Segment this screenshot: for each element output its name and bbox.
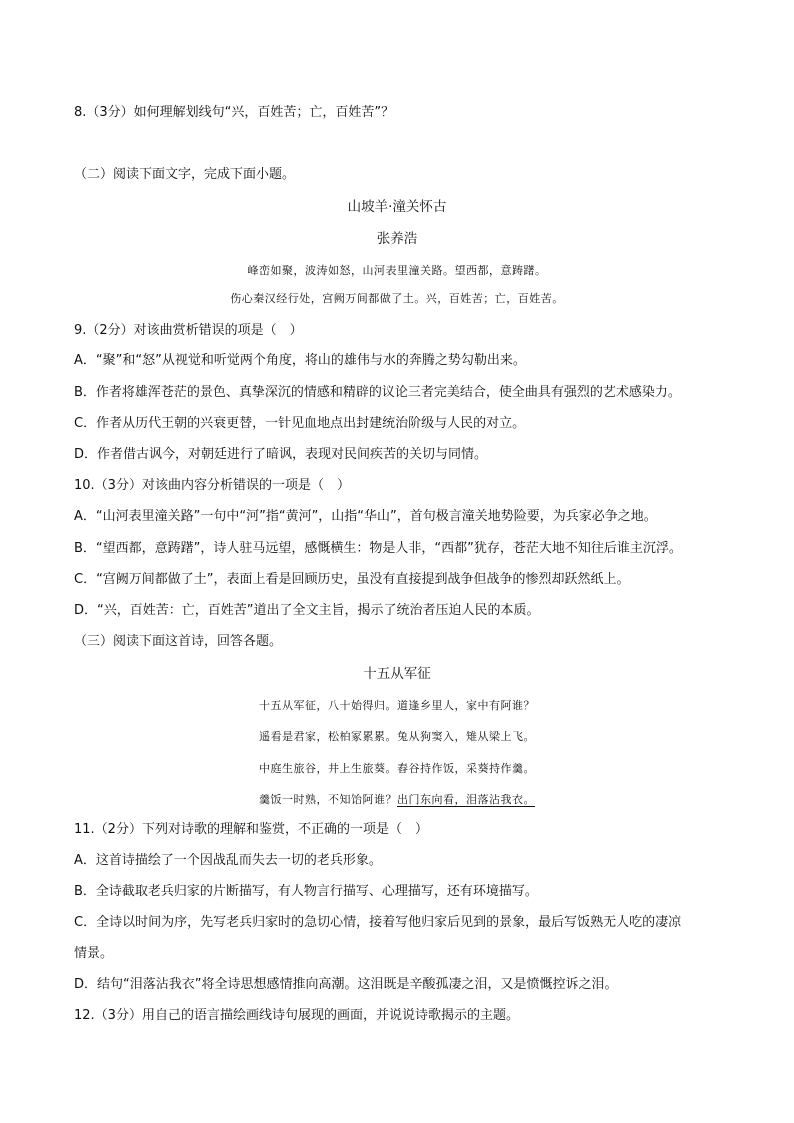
poem-last-line	[0, 791, 794, 809]
question-10-option-c: C．“宫阙万间都做了土”，表面上看是回顾历史，虽没有直接提到战争但战争的惨烈却跃然纸上。	[74, 572, 630, 587]
question-8: 8.（3分）如何理解划线句“兴，百姓苦；亡，百姓苦”？	[74, 105, 395, 120]
question-9-option-a: A．“聚”和“怒”从视觉和听觉两个角度，将山的雄伟与水的奔腾之势勾勒出来。	[74, 353, 526, 368]
underlined-poem-line: 出门东向看，泪落沾我衣。	[397, 793, 535, 806]
section-2-intro: （二）阅读下面文字，完成下面小题。	[74, 167, 296, 182]
question-10-option-b: B．“望西都，意踌躇”，诗人驻马远望，感慨横生：物是人非，“西都”犹存，苍茫大地不知往后谁主沉浮。	[74, 541, 682, 556]
question-11-option-a: A．这首诗描绘了一个因战乱而失去一切的老兵形象。	[74, 853, 382, 868]
poem-title-shanpoyang: 山坡羊·潼关怀古	[347, 199, 447, 215]
poem-line: 峰峦如聚，波涛如怒，山河表里潼关路。望西都，意踌躇。	[247, 264, 547, 277]
question-11-option-c-cont: 情景。	[74, 946, 114, 961]
question-10-option-a: A．“山河表里潼关路”一句中“河”指“黄河”，山指“华山”，首句极言潼关地势险要，为兵家必争之地。	[74, 509, 657, 524]
poem-line: 中庭生旅谷，井上生旅葵。舂谷持作饭，采葵持作羹。	[259, 762, 535, 775]
question-10-stem: 10.（3分）对该曲内容分析错误的一项是（ ）	[74, 478, 350, 493]
poem-line: 遥看是君家，松柏冢累累。兔从狗窦入，雉从梁上飞。	[259, 730, 535, 743]
question-9-option-d: D．作者借古讽今，对朝廷进行了暗讽，表现对民间疾苦的关切与同情。	[74, 447, 488, 462]
poem-line: 伤心秦汉经行处，宫阙万间都做了土。兴，百姓苦；亡，百姓苦。	[230, 292, 564, 305]
question-9-option-b: B．作者将雄浑苍茫的景色、真挚深沉的情感和精辟的议论三者完美结合，使全曲具有强烈的艺术感染力。	[74, 385, 681, 400]
question-9-stem: 9.（2分）对该曲赏析错误的项是（ ）	[74, 323, 303, 338]
question-12: 12.（3分）用自己的语言描绘画线诗句展现的画面，并说说诗歌揭示的主题。	[74, 1008, 519, 1023]
section-3-intro: （三）阅读下面这首诗，回答各题。	[74, 634, 283, 649]
poem-line-part: 羹饭一时熟，不知饴阿谁？	[259, 793, 397, 806]
poem-author: 张养浩	[376, 231, 418, 247]
poem-title-shiwu: 十五从军征	[363, 666, 431, 682]
question-10-option-d: D．“兴，百姓苦：亡，百姓苦”道出了全文主旨，揭示了统治者压迫人民的本质。	[74, 603, 540, 618]
question-11-option-d: D．结句“泪落沾我衣”将全诗思想感情推向高潮。这泪既是辛酸孤凄之泪，又是愤慨控诉之泪。	[74, 977, 618, 992]
question-11-option-c: C．全诗以时间为序，先写老兵归家时的急切心情，接着写他归家后见到的景象，最后写饭熟无人吃的凄凉	[74, 915, 682, 930]
poem-line: 十五从军征，八十始得归。道逢乡里人，家中有阿谁？	[259, 699, 535, 712]
question-11-option-b: B．全诗截取老兵归家的片断描写，有人物言行描写、心理描写，还有环境描写。	[74, 884, 538, 899]
question-11-stem: 11.（2分）下列对诗歌的理解和鉴赏，不正确的一项是（ ）	[74, 822, 428, 837]
question-9-option-c: C．作者从历代王朝的兴衰更替，一针见血地点出封建统治阶级与人民的对立。	[74, 416, 526, 431]
